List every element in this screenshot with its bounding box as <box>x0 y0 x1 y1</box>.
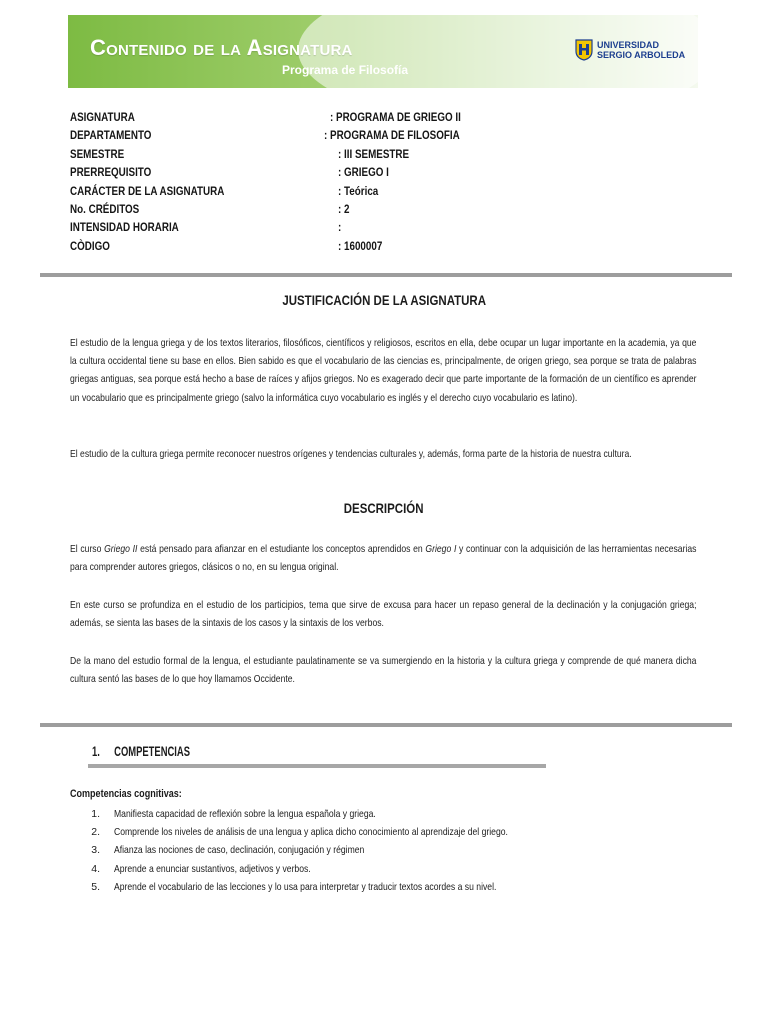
list-item: 5. Aprende el vocabulario de las lecciones y lo usa para interpretar y traducir textos acordes a su nivel. <box>91 880 497 893</box>
list-item: 1. Manifiesta capacidad de reflexión sobre la lengua española y griega. <box>91 808 376 820</box>
info-value: : III SEMESTRE <box>338 146 410 161</box>
info-row-prerrequisito <box>70 163 490 181</box>
info-label: DEPARTAMENTO <box>70 128 152 143</box>
document-title: Contenido de la Asignatura <box>90 35 353 60</box>
info-value: : GRIEGO I <box>338 165 389 180</box>
info-row-codigo <box>70 237 490 255</box>
info-row-creditos <box>70 200 490 218</box>
paragraph-descripcion-1: El curso Griego II está pensado para afianzar en el estudiante los conceptos aprendidos en Griego I y continuar con la adquisición de las herramientas necesarias para comprender autores griegos, clásicos o no, en su lengua original. <box>70 543 697 574</box>
info-row-semestre <box>70 145 490 163</box>
section-heading-competencias: 1. COMPETENCIAS <box>92 743 191 759</box>
paragraph-justificacion-1: El estudio de la lengua griega y de los textos literarios, filosóficos, científicos y religiosos, escritos en ella, debe ocupar un lugar importante en la academia, ya que la cultura occidental tiene su base en ellos. Bien sabido es que el vocabulario de las ciencias es, principalmente, de origen griego, sea porque se trata de palabras griegas antiguas, sea porque está hecho a base de raíces y afijos griegos. No es exagerado decir que parte importante de la formación de un científico es aprender un vocabulario que es principalmente griego (salvo la informática cuyo vocabulario es inglés y el derecho cuyo vocabulario es latino). <box>70 337 697 404</box>
info-value: : Teórica <box>338 183 379 198</box>
info-label: CÒDIGO <box>70 238 110 253</box>
university-shield-logo-icon <box>575 39 593 61</box>
info-label: INTENSIDAD HORARIA <box>70 220 179 235</box>
info-label: No. CRÉDITOS <box>70 201 140 216</box>
paragraph-justificacion-2: El estudio de la cultura griega permite reconocer nuestros orígenes y tendencias culturales y, además, forma parte de la historia de nuestra cultura. <box>70 448 632 460</box>
logo-line-2: SERGIO ARBOLEDA <box>597 50 686 60</box>
section-heading-justificacion: JUSTIFICACIÓN DE LA ASIGNATURA <box>282 292 486 308</box>
info-row-intensidad <box>70 218 490 236</box>
info-value: : PROGRAMA DE GRIEGO II <box>330 110 462 124</box>
section-divider <box>40 723 732 727</box>
info-row-caracter <box>70 182 490 200</box>
competencias-cognitivas-label: Competencias cognitivas: <box>70 788 182 800</box>
university-logo <box>575 39 685 61</box>
header-banner <box>68 15 698 88</box>
paragraph-descripcion-3: De la mano del estudio formal de la lengua, el estudiante paulatinamente se va sumergiendo en la historia y la cultura griega y comprende de qué manera dicha cultura sentó las bases de lo que hoy llamamos Occidente. <box>70 655 697 686</box>
competencias-list <box>70 805 710 896</box>
document-subtitle: Programa de Filosofía <box>282 63 409 77</box>
competencias-underline <box>88 764 546 768</box>
info-value: : 1600007 <box>338 238 383 253</box>
logo-line-1: UNIVERSIDAD <box>597 40 660 50</box>
info-value: : 2 <box>338 201 350 216</box>
info-label: ASIGNATURA <box>70 110 135 124</box>
list-item: 3. Afianza las nociones de caso, declinación, conjugación y régimen <box>91 844 365 857</box>
info-label: CARÁCTER DE LA ASIGNATURA <box>70 183 225 198</box>
list-item: 4. Aprende a enunciar sustantivos, adjetivos y verbos. <box>91 862 311 875</box>
info-row-departamento <box>70 126 490 144</box>
info-label: SEMESTRE <box>70 146 125 161</box>
paragraph-descripcion-2: En este curso se profundiza en el estudio de los participios, tema que sirve de excusa para hacer un repaso general de la declinación y la conjugación griega; además, se sienta las bases de la sintaxis de los casos y la sintaxis de los verbos. <box>70 599 697 630</box>
info-value: : PROGRAMA DE FILOSOFIA <box>324 128 461 143</box>
info-label: PRERREQUISITO <box>70 165 152 180</box>
course-info-table <box>70 108 490 255</box>
section-divider <box>40 273 732 277</box>
list-item: 2. Comprende los niveles de análisis de una lengua y aplica dicho conocimiento al aprendizaje del griego. <box>91 826 508 839</box>
info-value: : <box>338 220 342 235</box>
info-row-asignatura <box>70 108 490 126</box>
section-heading-descripcion: DESCRIPCIÓN <box>344 500 424 516</box>
